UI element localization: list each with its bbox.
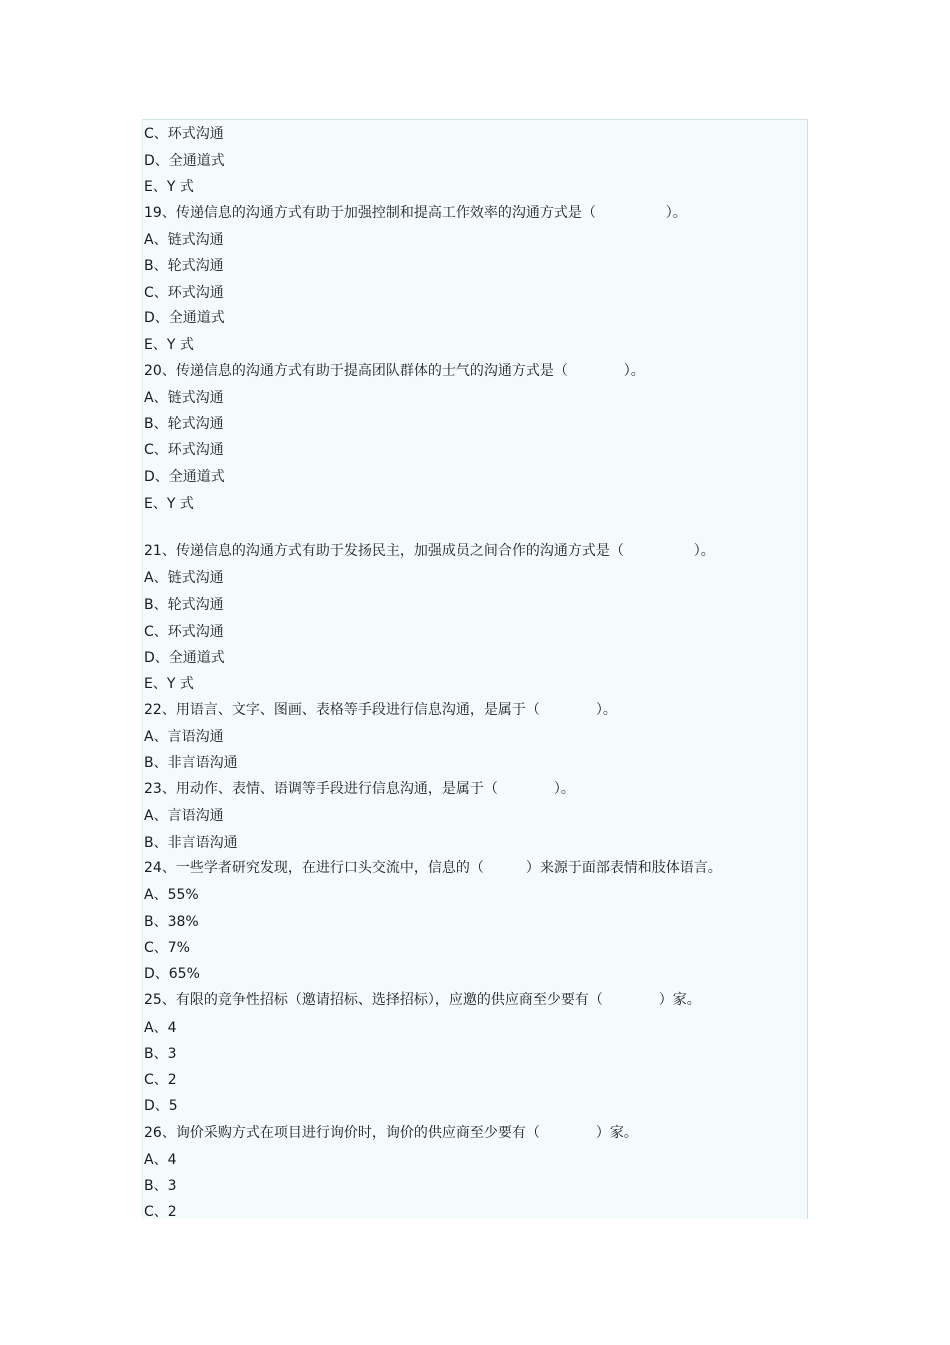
option-line: A、链式沟通 — [144, 570, 224, 586]
option-line: A、4 — [144, 1152, 177, 1168]
option-line: E、Y 式 — [144, 676, 194, 692]
option-line: B、轮式沟通 — [144, 597, 224, 613]
option-line: B、轮式沟通 — [144, 416, 224, 432]
option-line: D、全通道式 — [144, 650, 225, 666]
option-line: D、5 — [144, 1098, 178, 1114]
question-line: 21、传递信息的沟通方式有助于发扬民主，加强成员之间合作的沟通方式是（ ）。 — [144, 543, 715, 559]
option-line: E、Y 式 — [144, 337, 194, 353]
option-line: D、65% — [144, 966, 200, 982]
option-line: A、言语沟通 — [144, 808, 224, 824]
option-line: B、非言语沟通 — [144, 835, 238, 851]
option-line: A、55% — [144, 887, 199, 903]
document-page-content — [142, 119, 808, 1219]
option-line: C、环式沟通 — [144, 285, 224, 301]
question-line: 25、有限的竞争性招标（邀请招标、选择招标），应邀的供应商至少要有（ ）家。 — [144, 992, 701, 1008]
option-line: E、Y 式 — [144, 179, 194, 195]
question-line: 19、传递信息的沟通方式有助于加强控制和提高工作效率的沟通方式是（ ）。 — [144, 205, 687, 221]
option-line: B、3 — [144, 1046, 177, 1062]
option-line: E、Y 式 — [144, 496, 194, 512]
option-line: C、7% — [144, 940, 190, 956]
option-line: C、2 — [144, 1072, 177, 1088]
option-line: D、全通道式 — [144, 310, 225, 326]
option-line: B、38% — [144, 914, 199, 930]
option-line: C、环式沟通 — [144, 442, 224, 458]
option-line: A、4 — [144, 1020, 177, 1036]
question-line: 23、用动作、表情、语调等手段进行信息沟通，是属于（ ）。 — [144, 781, 575, 797]
question-line: 26、询价采购方式在项目进行询价时，询价的供应商至少要有（ ）家。 — [144, 1125, 638, 1141]
question-line: 20、传递信息的沟通方式有助于提高团队群体的士气的沟通方式是（ ）。 — [144, 363, 645, 379]
question-line: 22、用语言、文字、图画、表格等手段进行信息沟通，是属于（ ）。 — [144, 702, 617, 718]
option-line: A、链式沟通 — [144, 232, 224, 248]
option-line: D、全通道式 — [144, 469, 225, 485]
option-line: C、环式沟通 — [144, 624, 224, 640]
option-line: A、言语沟通 — [144, 729, 224, 745]
option-line: B、3 — [144, 1178, 177, 1194]
option-line: B、轮式沟通 — [144, 258, 224, 274]
option-line: A、链式沟通 — [144, 390, 224, 406]
option-line: B、非言语沟通 — [144, 755, 238, 771]
option-line: C、环式沟通 — [144, 126, 224, 142]
question-line: 24、一些学者研究发现，在进行口头交流中，信息的（ ）来源于面部表情和肢体语言。 — [144, 860, 722, 876]
option-line: D、全通道式 — [144, 153, 225, 169]
option-line: C、2 — [144, 1204, 177, 1219]
